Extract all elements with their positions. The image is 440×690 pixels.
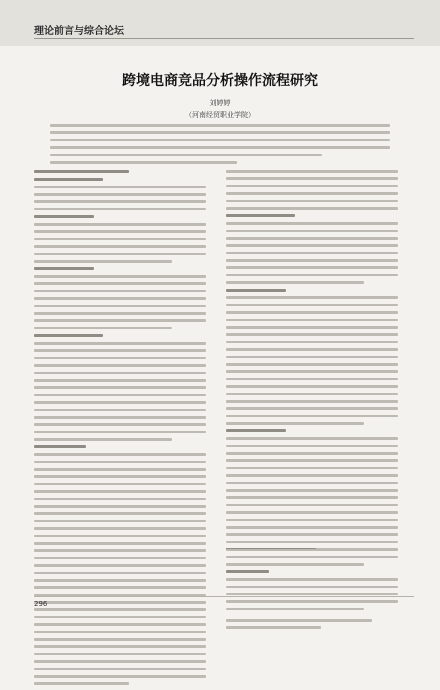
body-column-left <box>34 170 206 690</box>
article-title: 跨境电商竞品分析操作流程研究 <box>122 73 318 89</box>
author-name: 刘婷婷 <box>209 99 231 107</box>
section-tag: 理论前言与综合论坛 <box>34 26 124 37</box>
abstract-block <box>50 124 390 168</box>
footer-rule <box>34 596 414 597</box>
journal-header <box>0 0 440 46</box>
author-affiliation: （河南经贸职业学院） <box>185 111 255 119</box>
references-rule <box>226 548 316 549</box>
header-rule <box>34 38 414 39</box>
keywords-line <box>50 161 237 164</box>
page-number: 296 <box>34 600 48 608</box>
body-column-right <box>226 170 398 634</box>
